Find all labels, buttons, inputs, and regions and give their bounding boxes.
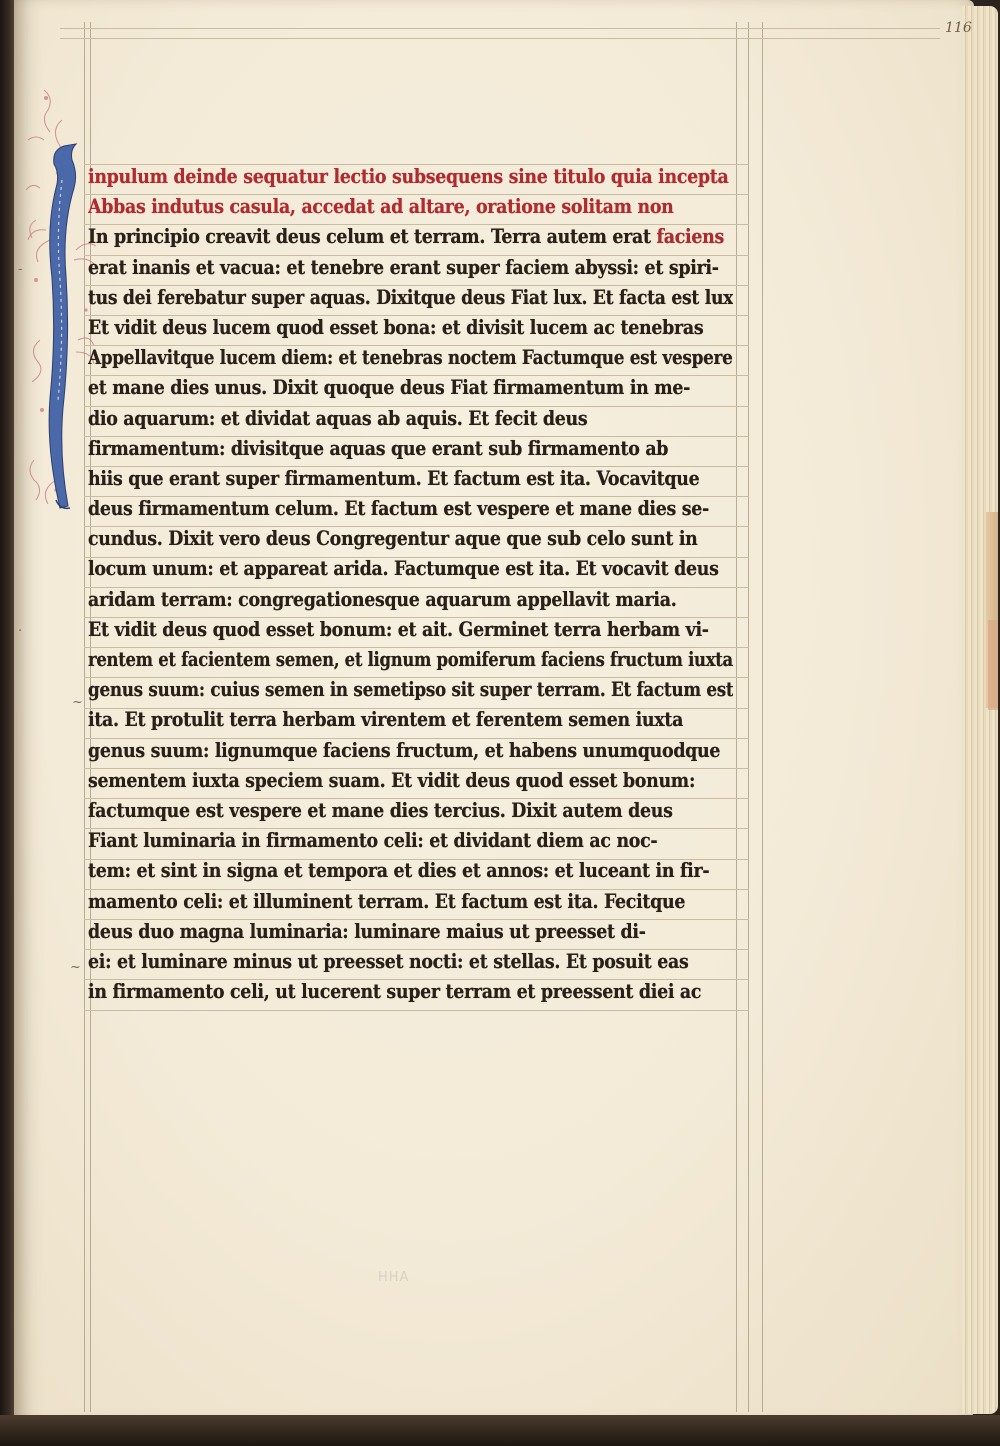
text-line-content: ei: et luminare minus ut preesset nocti: et stellas. Et posuit eas xyxy=(88,949,689,973)
text-line-content: in firmamento celi, ut lucerent super terram et preessent diei ac xyxy=(88,980,702,1004)
text-line-content: Appellavitque lucem diem: et tenebras noctem Factumque est vespere xyxy=(88,346,733,370)
text-line-content: factumque est vespere et mane dies tercius. Dixit autem deus xyxy=(88,798,673,822)
ruling-line xyxy=(84,738,749,739)
ruling-line xyxy=(84,526,749,527)
text-line-content: inpulum deinde sequatur lectio subsequens sine titulo quia incepta xyxy=(88,165,729,188)
library-stamp: HHA xyxy=(378,1270,410,1285)
text-line-content: aridam terram: congregationesque aquarum appellavit maria. xyxy=(88,587,677,611)
ruling-line xyxy=(84,889,749,890)
ruling-line xyxy=(84,708,749,709)
text-line xyxy=(88,343,733,373)
text-line-content: rentem et facientem semen, et lignum pomiferum faciens fructum iuxta xyxy=(88,648,733,671)
text-line xyxy=(88,856,733,886)
page-stain xyxy=(988,620,998,710)
text-line xyxy=(88,373,733,403)
ruling-line xyxy=(84,436,749,437)
text-line xyxy=(88,283,733,313)
text-line xyxy=(88,434,733,464)
text-line-content: firmamentum: divisitque aquas que erant sub firmamento ab xyxy=(88,436,669,460)
text-line-content: sementem iuxta speciem suam. Et vidit deus quod esset bonum: xyxy=(88,768,696,792)
text-line-content: Abbas indutus casula, accedat ad altare, oratione solitam non xyxy=(88,195,674,219)
rubric-word: faciens xyxy=(650,225,724,249)
ruling-line-right-outer xyxy=(748,22,749,1412)
ruling-line xyxy=(84,828,749,829)
ruling-line xyxy=(84,466,749,467)
text-line-content: hiis que erant super firmamentum. Et factum est ita. Vocavitque xyxy=(88,466,700,490)
ruling-line xyxy=(84,345,749,346)
text-line xyxy=(88,615,733,645)
text-line-content: dio aquarum: et dividat aquas ab aquis. Et fecit deus xyxy=(88,406,588,430)
ruling-line xyxy=(84,617,749,618)
ruling-line xyxy=(84,224,749,225)
ruling-line xyxy=(84,919,749,920)
ruling-line xyxy=(84,255,749,256)
text-line xyxy=(88,464,733,494)
text-line xyxy=(88,404,733,434)
text-line-content: mamento celi: et illuminent terram. Et factum est ita. Fecitque xyxy=(88,889,686,913)
page-edges xyxy=(962,6,998,1414)
text-line xyxy=(88,585,733,615)
text-line xyxy=(88,977,733,1007)
rubric-line xyxy=(88,162,733,192)
ruling-line xyxy=(84,285,749,286)
text-line-content: erat inanis et vacua: et tenebre erant super faciem abyssi: et spiri- xyxy=(88,255,719,279)
ruling-line xyxy=(84,768,749,769)
text-line xyxy=(88,524,733,554)
book-binding-bottom xyxy=(0,1415,1000,1446)
ruling-line xyxy=(84,164,749,165)
text-line xyxy=(88,917,733,947)
manuscript-text-block xyxy=(88,162,738,1007)
text-line xyxy=(88,645,733,675)
text-line xyxy=(88,826,733,856)
ruling-line-top-second xyxy=(60,38,940,39)
ruling-line xyxy=(84,647,749,648)
text-line-content: genus suum: cuius semen in semetipso sit super terram. Et factum est xyxy=(88,678,733,702)
ruling-line xyxy=(84,375,749,376)
ruling-line xyxy=(84,406,749,407)
ruling-line xyxy=(84,949,749,950)
ruling-line xyxy=(84,194,749,195)
text-line-content: In principio creavit deus celum et terram. Terra autem erat xyxy=(88,225,651,249)
text-line xyxy=(88,313,733,343)
text-line-content: Et vidit deus quod esset bonum: et ait. Germinet terra herbam vi- xyxy=(88,617,709,641)
text-line xyxy=(88,887,733,917)
text-line xyxy=(88,554,733,584)
text-line xyxy=(88,253,733,283)
text-line-content: Et vidit deus lucem quod esset bona: et divisit lucem ac tenebras xyxy=(88,315,704,339)
decorated-initial xyxy=(38,140,86,520)
ruling-line xyxy=(84,587,749,588)
ruling-line xyxy=(84,677,749,678)
text-line-content: et mane dies unus. Dixit quoque deus Fiat firmamentum in me- xyxy=(88,376,691,400)
text-line-content: Fiant luminaria in firmamento celi: et dividant diem ac noc- xyxy=(88,829,658,853)
text-line-content: ita. Et protulit terra herbam virentem et ferentem semen iuxta xyxy=(88,708,684,732)
ruling-line-right-margin xyxy=(762,22,763,1412)
ruling-line xyxy=(84,798,749,799)
ruling-line-top xyxy=(60,28,940,29)
folio-number: 116 xyxy=(945,20,972,36)
ruling-line xyxy=(84,496,749,497)
text-line-content: tus dei ferebatur super aquas. Dixitque deus Fiat lux. Et facta est lux xyxy=(88,285,733,309)
text-line xyxy=(88,675,733,705)
text-line xyxy=(88,705,733,735)
text-line xyxy=(88,947,733,977)
text-line-content: tem: et sint in signa et tempora et dies et annos: et luceant in fir- xyxy=(88,859,710,883)
ruling-line xyxy=(84,557,749,558)
ruling-line xyxy=(84,1010,749,1011)
text-line-content: deus duo magna luminaria: luminare maius ut preesset di- xyxy=(88,919,646,943)
ruling-line xyxy=(84,315,749,316)
ruling-line xyxy=(84,979,749,980)
text-line-content: locum unum: et appareat arida. Factumque est ita. Et vocavit deus xyxy=(88,557,719,581)
text-line xyxy=(88,736,733,766)
text-line-content: cundus. Dixit vero deus Congregentur aque que sub celo sunt in xyxy=(88,527,698,551)
text-line-content: deus firmamentum celum. Et factum est vespere et mane dies se- xyxy=(88,497,709,521)
text-line xyxy=(88,222,733,252)
text-line xyxy=(88,796,733,826)
rubric-line xyxy=(88,192,733,222)
text-line-content: genus suum: lignumque faciens fructum, et habens unumquodque xyxy=(88,738,721,762)
text-line xyxy=(88,494,733,524)
ruling-line xyxy=(84,859,749,860)
text-line xyxy=(88,766,733,796)
